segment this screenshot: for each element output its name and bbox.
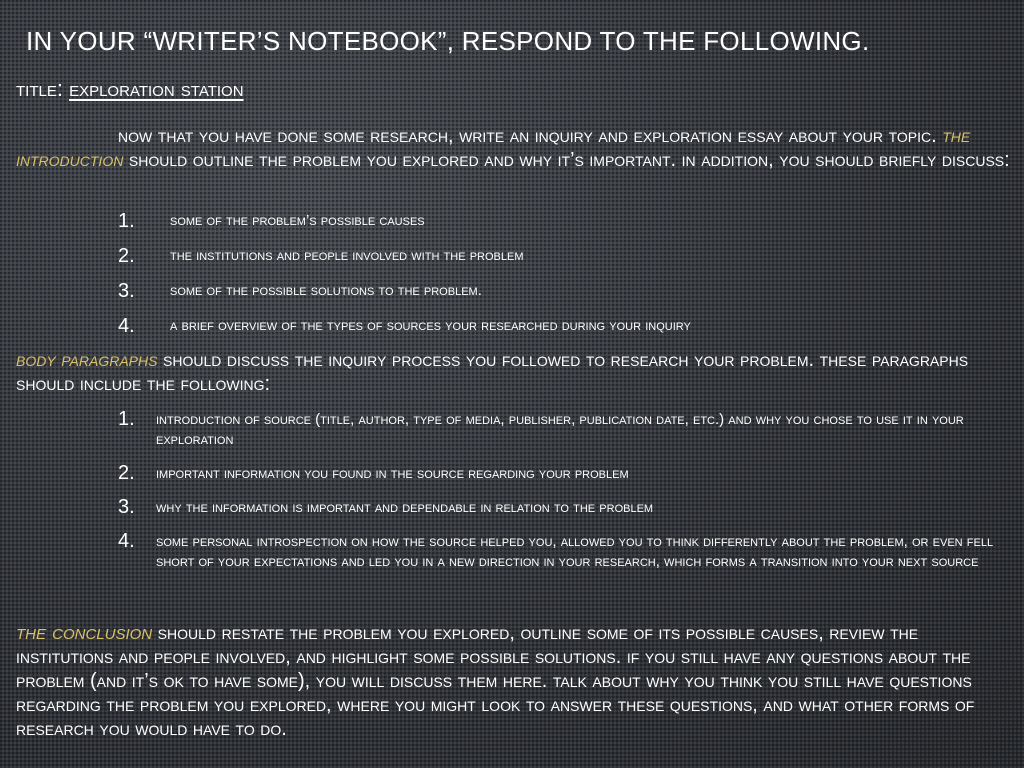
title-line [16,76,244,102]
conclusion-highlight: the conclusion [16,619,153,644]
list-item-text: introduction of source (title, author, type of media, publisher, publication date, etc.) and why you chose to use it in your exploration [156,411,964,448]
list-item-text: why the information is important and dependable in relation to the problem [156,499,654,516]
list-number: 3. [118,280,135,302]
conclusion-paragraph [16,620,1012,741]
intro-text-after: should outline the problem you explored and why it’s important. in addition, you should briefly discuss: [123,149,1010,171]
list-item [118,278,998,313]
title-value: exploration station [69,76,244,101]
body-paragraph [16,348,1012,396]
list-item [118,243,998,278]
conclusion-text-after: should restate the problem you explored, outline some of its possible causes, review the institutions and people involved, and highlight some possible solutions. if you still have any questions about the problem (and it’s ok to have some), you will discuss them here. talk about why you think you still have questions regarding the problem you explored, where you might look to answer these questions, and what other forms of research you would have to do. [16,622,975,740]
list-number: 4. [118,315,135,337]
intro-highlight: the introduction [16,125,971,171]
list-number: 1. [118,408,135,430]
list-number: 2. [118,245,135,267]
list-item-text: some personal introspection on how the source helped you, allowed you to think differently about the problem, or even fell short of your expectations and led you in a new direction in your research, which forms a transition into your next source [156,533,994,570]
intro-paragraph [16,124,1012,172]
list-number: 4. [118,530,135,552]
intro-list [118,208,998,348]
list-item [118,532,998,572]
list-number: 1. [118,210,135,232]
list-item-text: the institutions and people involved with the problem [170,247,524,264]
list-item [118,464,998,484]
list-item [118,208,998,243]
body-highlight: body paragraphs [16,349,158,371]
body-text-after: should discuss the inquiry process you followed to research your problem. these paragraphs should include the following: [16,349,969,395]
list-item-text: important information you found in the source regarding your problem [156,465,629,482]
list-number: 2. [118,462,135,484]
list-item [118,410,998,450]
title-prefix: title: [16,76,70,101]
slide-heading: IN YOUR “WRITER’S NOTEBOOK”, RESPOND TO THE FOLLOWING. [26,26,870,56]
list-item-text: a brief overview of the types of sources your researched during your inquiry [170,317,691,334]
list-item [118,498,998,518]
list-item [118,313,998,348]
list-item-text: some of the problem’s possible causes [170,212,425,229]
list-item-text: some of the possible solutions to the problem. [170,282,482,299]
body-list [118,410,998,586]
intro-text-before: now that you have done some research, write an inquiry and exploration essay about your topic. [118,125,943,147]
list-number: 3. [118,496,135,518]
